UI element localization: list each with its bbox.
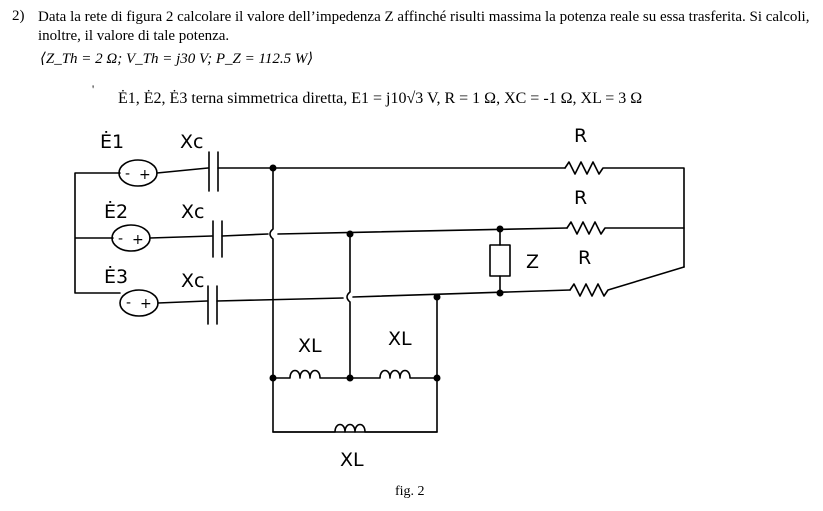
xl-label-3: XL (340, 449, 364, 471)
inductor-xl-3 (273, 425, 437, 433)
data-dot-mark: ' (92, 82, 95, 96)
xl-label-2: XL (388, 328, 412, 350)
inductor-xl-2 (350, 371, 437, 379)
capacitor-xc-3 (208, 286, 217, 324)
data-line: Ė1, Ė2, Ė3 terna simmetrica diretta, E1 = j10√3 V, R = 1 Ω, XC = -1 Ω, XL = 3 Ω (118, 90, 643, 107)
capacitor-xc-1 (209, 152, 218, 191)
generator-e3 (120, 290, 158, 316)
junction-dot (497, 226, 504, 233)
svg-text:+: + (140, 296, 152, 312)
xc-label-3: Xc (181, 270, 205, 292)
resistor-r-3 (570, 267, 684, 296)
junction-dot (497, 290, 504, 297)
problem-answers: ⟨Z_Th = 2 Ω; V_Th = j30 V; P_Z = 112.5 W⟩ (40, 51, 314, 67)
svg-text:+: + (139, 167, 151, 183)
wire-g1-cap (157, 168, 208, 173)
junction-dot (270, 165, 277, 172)
wire-g2-cap (150, 236, 212, 238)
junction-dot (347, 375, 354, 382)
resistor-r-2 (567, 222, 684, 234)
junction-dot (434, 375, 441, 382)
e1-label: Ė1 (100, 131, 125, 153)
generator-e2 (112, 225, 150, 251)
xl-label-1: XL (298, 335, 322, 357)
svg-text:-: - (118, 231, 124, 247)
problem-number: 2) (12, 8, 25, 24)
vertical-wire-b (347, 234, 350, 378)
problem-text: Data la rete di figura 2 calcolare il valore dell’impedenza Z affinché risulti massima la potenza reale su essa trasferita. Si calcoli, inoltre, il valore di tale potenza. (38, 9, 810, 44)
line-3-wire (217, 290, 570, 301)
junction-dot (270, 375, 277, 382)
figure-caption: fig. 2 (395, 484, 425, 499)
wire-g3-cap (158, 301, 207, 303)
e3-label: Ė3 (104, 266, 129, 288)
junction-dot (347, 231, 354, 238)
r-label-2: R (574, 187, 588, 209)
e2-label: Ė2 (104, 201, 129, 223)
junction-dot (434, 294, 441, 301)
r-label-3: R (578, 247, 592, 269)
svg-text:-: - (126, 295, 132, 311)
z-label: Z (526, 251, 540, 273)
capacitor-xc-2 (213, 221, 222, 257)
vertical-wire-a (270, 168, 437, 432)
xc-label-1: Xc (180, 131, 204, 153)
inductor-xl-1 (273, 371, 350, 379)
svg-text:-: - (125, 166, 131, 182)
svg-text:+: + (132, 232, 144, 248)
z-impedance (490, 245, 510, 276)
xc-label-2: Xc (181, 201, 205, 223)
r-label-1: R (574, 125, 588, 147)
generator-e1 (119, 160, 157, 186)
